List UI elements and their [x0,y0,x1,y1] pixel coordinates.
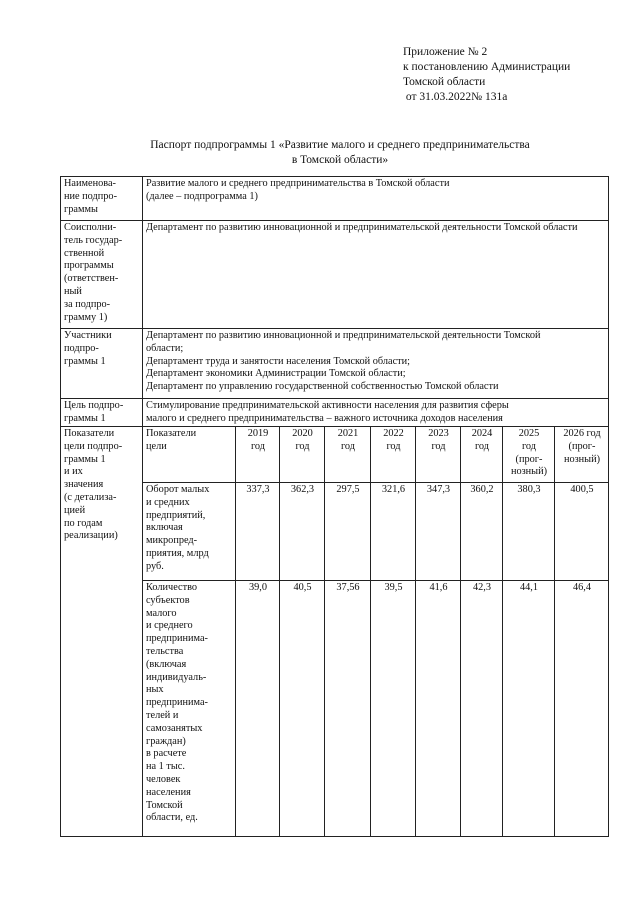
appendix-line: к постановлению Администрации [403,61,571,73]
year-header-2021: 2021 год [325,427,371,483]
indicator-value: 39,0 [236,581,280,837]
indicator-value: 37,56 [325,581,371,837]
indicator-value: 40,5 [280,581,325,837]
coexecutor-value: Департамент по развитию инновационной и предпринимательской деятельности Томской области [143,221,609,329]
participant-line: области; [146,342,184,354]
appendix-line: Приложение № 2 [403,46,488,58]
table-row [61,483,609,581]
row-label-goal: Цель подпро- граммы 1 [61,399,143,427]
goal-value [143,399,609,427]
table-row [61,581,609,837]
table-row [61,177,609,221]
year-header-2019: 2019 год [236,427,280,483]
table-row [61,221,609,329]
participant-line: Департамент по управлению государственной собственностью Томской области [146,381,499,393]
goal-line: Стимулирование предпринимательской активности населения для развития сферы [146,400,509,411]
year-header-2022: 2022 год [371,427,416,483]
indicator-value: 41,6 [416,581,461,837]
title-line: Паспорт подпрограммы 1 «Развитие малого и среднего предпринимательства [150,139,530,151]
indicator-value: 297,5 [325,483,371,581]
goal-line: малого и среднего предпринимательства – важного источника доходов населения [146,412,503,424]
participant-line: Департамент по развитию инновационной и предпринимательской деятельности Томской [146,330,541,341]
page-title [60,138,620,168]
year-header-2026: 2026 год (прог- нозный) [555,427,609,483]
indicator-value: 337,3 [236,483,280,581]
row-label-participants: Участники подпро- граммы 1 [61,329,143,399]
row-label-name: Наименова- ние подпро- граммы [61,177,143,221]
participant-line: Департамент труда и занятости населения Томской области; [146,355,411,367]
table-row [61,427,609,483]
indicator-value: 360,2 [461,483,503,581]
indicator-name: Оборот малых и средних предприятий, включая микропред- приятия, млрд руб. [143,483,236,581]
participants-list [143,329,609,399]
indicator-value: 46,4 [555,581,609,837]
row-label-coexecutor: Соисполни- тель государ- ственной программы (ответствен- ный за подпро- грамму 1) [61,221,143,329]
appendix-line: Томской области [403,76,486,88]
indicator-value: 44,1 [503,581,555,837]
table-row [61,329,609,399]
appendix-line: от 31.03.2022№ 131а [403,91,508,103]
participant-line: Департамент экономики Администрации Томской области; [146,368,406,380]
year-header-2024: 2024 год [461,427,503,483]
indicator-value: 42,3 [461,581,503,837]
year-header-2025: 2025 год (прог- нозный) [503,427,555,483]
indicator-value: 380,3 [503,483,555,581]
indicator-value: 400,5 [555,483,609,581]
indicator-value: 321,6 [371,483,416,581]
indicator-value: 347,3 [416,483,461,581]
indicator-value: 39,5 [371,581,416,837]
title-line: в Томской области» [291,154,389,166]
table-row [61,399,609,427]
indicator-name: Количество субъектов малого и среднего предпринима- тельства (включая индивидуаль- ных предпринима- телей и самозанятых граждан) в расчете на 1 тыс. человек населения Томской области, ед. [143,581,236,837]
appendix-block [403,45,633,105]
subprogram-name-line: Развитие малого и среднего предпринимательства в Томской области [146,178,450,189]
subprogram-name-line: (далее – подпрограмма 1) [146,190,258,202]
indicator-value: 362,3 [280,483,325,581]
subprogram-name [143,177,609,221]
year-header-2023: 2023 год [416,427,461,483]
row-label-indicators: Показатели цели подпро- граммы 1 и их значения (с детализа- цией по годам реализации) [61,427,143,837]
indicators-header-name: Показатели цели [143,427,236,483]
passport-table [60,176,609,837]
year-header-2020: 2020 год [280,427,325,483]
